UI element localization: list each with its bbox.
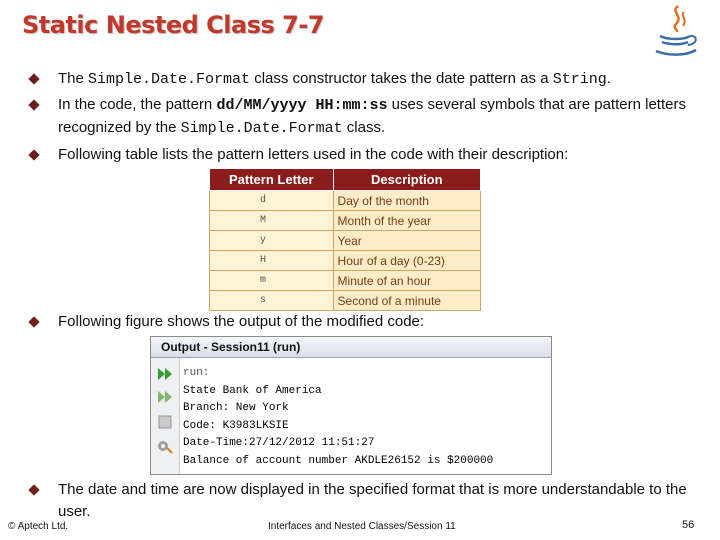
pattern-letter-cell: s [210, 291, 334, 311]
bullet-text-1: The Simple.Date.Format class constructor takes the date pattern as a String. [58, 70, 611, 88]
table-header-pattern-letter: Pattern Letter [210, 169, 334, 191]
table-header-description: Description [333, 169, 480, 191]
table-row [210, 271, 481, 291]
table-row [210, 211, 481, 231]
pattern-letter-table [209, 168, 481, 311]
bullet-marker [28, 149, 39, 160]
console-line: Date-Time:27/12/2012 11:51:27 [183, 437, 375, 449]
console-line: Balance of account number AKDLE26152 is $200000 [183, 454, 494, 467]
console-line: Code: K3983LKSIE [183, 419, 289, 432]
console-line: State Bank of America [183, 384, 322, 397]
footer-session: Interfaces and Nested Classes/Session 11 [268, 521, 456, 532]
description-cell: Day of the month [333, 191, 480, 211]
output-gutter [151, 358, 180, 474]
output-window [150, 336, 552, 475]
pattern-letter-cell: H [210, 251, 334, 271]
bullet-marker [28, 484, 39, 495]
pattern-letter-cell: M [210, 211, 334, 231]
description-cell: Year [333, 231, 480, 251]
bullet-text-3: Following table lists the pattern letters used in the code with their description: [58, 146, 569, 163]
bullet-text-5: The date and time are now displayed in the specified format that is more understandable to the user. [58, 481, 687, 520]
bullet-text-4: Following figure shows the output of the modified code: [58, 313, 425, 330]
console-line: run: [183, 367, 210, 379]
description-cell: Hour of a day (0-23) [333, 251, 480, 271]
settings-icon[interactable] [156, 438, 174, 454]
bullet-text-2: In the code, the pattern dd/MM/yyyy HH:mm:ss uses several symbols that are pattern letters recognized by the Simple.Date.Format class. [58, 96, 686, 137]
description-cell: Minute of an hour [333, 271, 480, 291]
rerun-icon[interactable] [156, 389, 174, 405]
run-icon[interactable] [156, 366, 174, 382]
bullet-marker [28, 73, 39, 84]
slide-title: Static Nested Class 7-7 [22, 11, 324, 39]
console-line: Branch: New York [183, 402, 289, 414]
description-cell: Second of a minute [333, 291, 480, 311]
table-row [210, 191, 481, 211]
footer-copyright: © Aptech Ltd. [8, 521, 69, 532]
output-window-title[interactable]: Output - Session11 (run) [151, 337, 551, 358]
output-console-text [183, 365, 493, 470]
table-row [210, 291, 481, 311]
pattern-letter-cell: m [210, 271, 334, 291]
java-coffee-cup-icon [650, 2, 702, 60]
bullet-marker [28, 99, 39, 110]
page-number: 56 [682, 519, 695, 531]
stop-icon[interactable] [156, 414, 174, 430]
pattern-letter-cell: y [210, 231, 334, 251]
table-row [210, 251, 481, 271]
table-row [210, 231, 481, 251]
pattern-letter-cell: d [210, 191, 334, 211]
description-cell: Month of the year [333, 211, 480, 231]
bullet-marker [28, 316, 39, 327]
